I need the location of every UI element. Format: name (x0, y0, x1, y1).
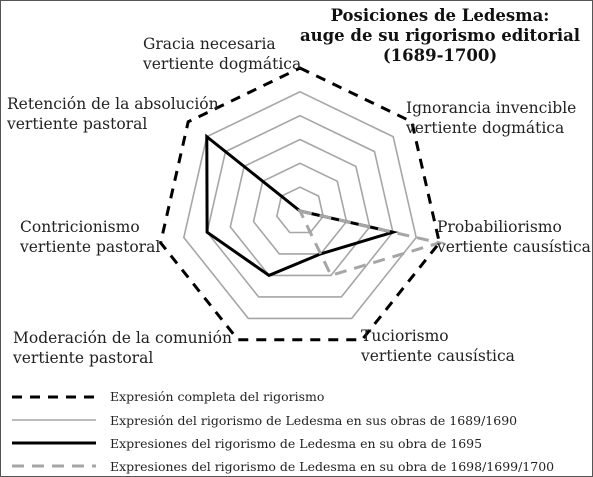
axis-label-group: vertiente pastoral (7, 115, 148, 133)
axis-label-group: vertiente pastoral (20, 238, 161, 256)
axis-label-name: Probabiliorismo (437, 218, 562, 236)
axis-label-group: vertiente pastoral (13, 349, 154, 367)
axis-label-group: vertiente dogmática (406, 119, 565, 137)
grid-ring (230, 140, 369, 276)
chart-title (290, 6, 590, 66)
axis-label-moderacion-comunion (13, 328, 232, 368)
axis-label-name: Tuciorismo (361, 327, 449, 345)
legend-label-1698-1700: Expresiones del rigorismo de Ledesma en su obra de 1698/1699/1700 (110, 459, 555, 474)
axis-label-name: Moderación de la comunión (13, 329, 232, 347)
axis-label-ignorancia-invencible (406, 98, 576, 138)
legend-label-1695: Expresiones del rigorismo de Ledesma en su obra de 1695 (110, 436, 483, 451)
axis-label-name: Retención de la absolución (7, 95, 219, 113)
chart-title-line-3: (1689-1700) (382, 46, 498, 65)
axis-label-retencion-absolucion (7, 94, 219, 134)
legend-label-complete: Expresión completa del rigorismo (110, 389, 325, 404)
axis-label-contricionismo (20, 217, 160, 257)
axis-label-gracia-necesaria (143, 34, 301, 74)
axis-label-tuciorismo (361, 326, 515, 366)
series-line-3 (300, 211, 439, 275)
axis-label-group: vertiente causística (361, 347, 515, 365)
axis-label-name: Gracia necesaria (143, 35, 276, 53)
axis-label-probabiliorismo (437, 217, 591, 257)
chart-title-line-2: auge de su rigorismo editorial (299, 26, 581, 45)
axis-label-name: Ignorancia invencible (406, 99, 577, 117)
legend-label-1689-1690: Expresión del rigorismo de Ledesma en sus obras de 1689/1690 (110, 413, 518, 428)
axis-label-name: Contricionismo (20, 218, 140, 236)
axis-label-group: vertiente dogmática (143, 55, 302, 73)
axis-label-group: vertiente causística (437, 238, 591, 256)
grid-ring (254, 163, 347, 254)
chart-title-line-1: Posiciones de Ledesma: (330, 6, 550, 25)
grid-ring (184, 92, 416, 319)
